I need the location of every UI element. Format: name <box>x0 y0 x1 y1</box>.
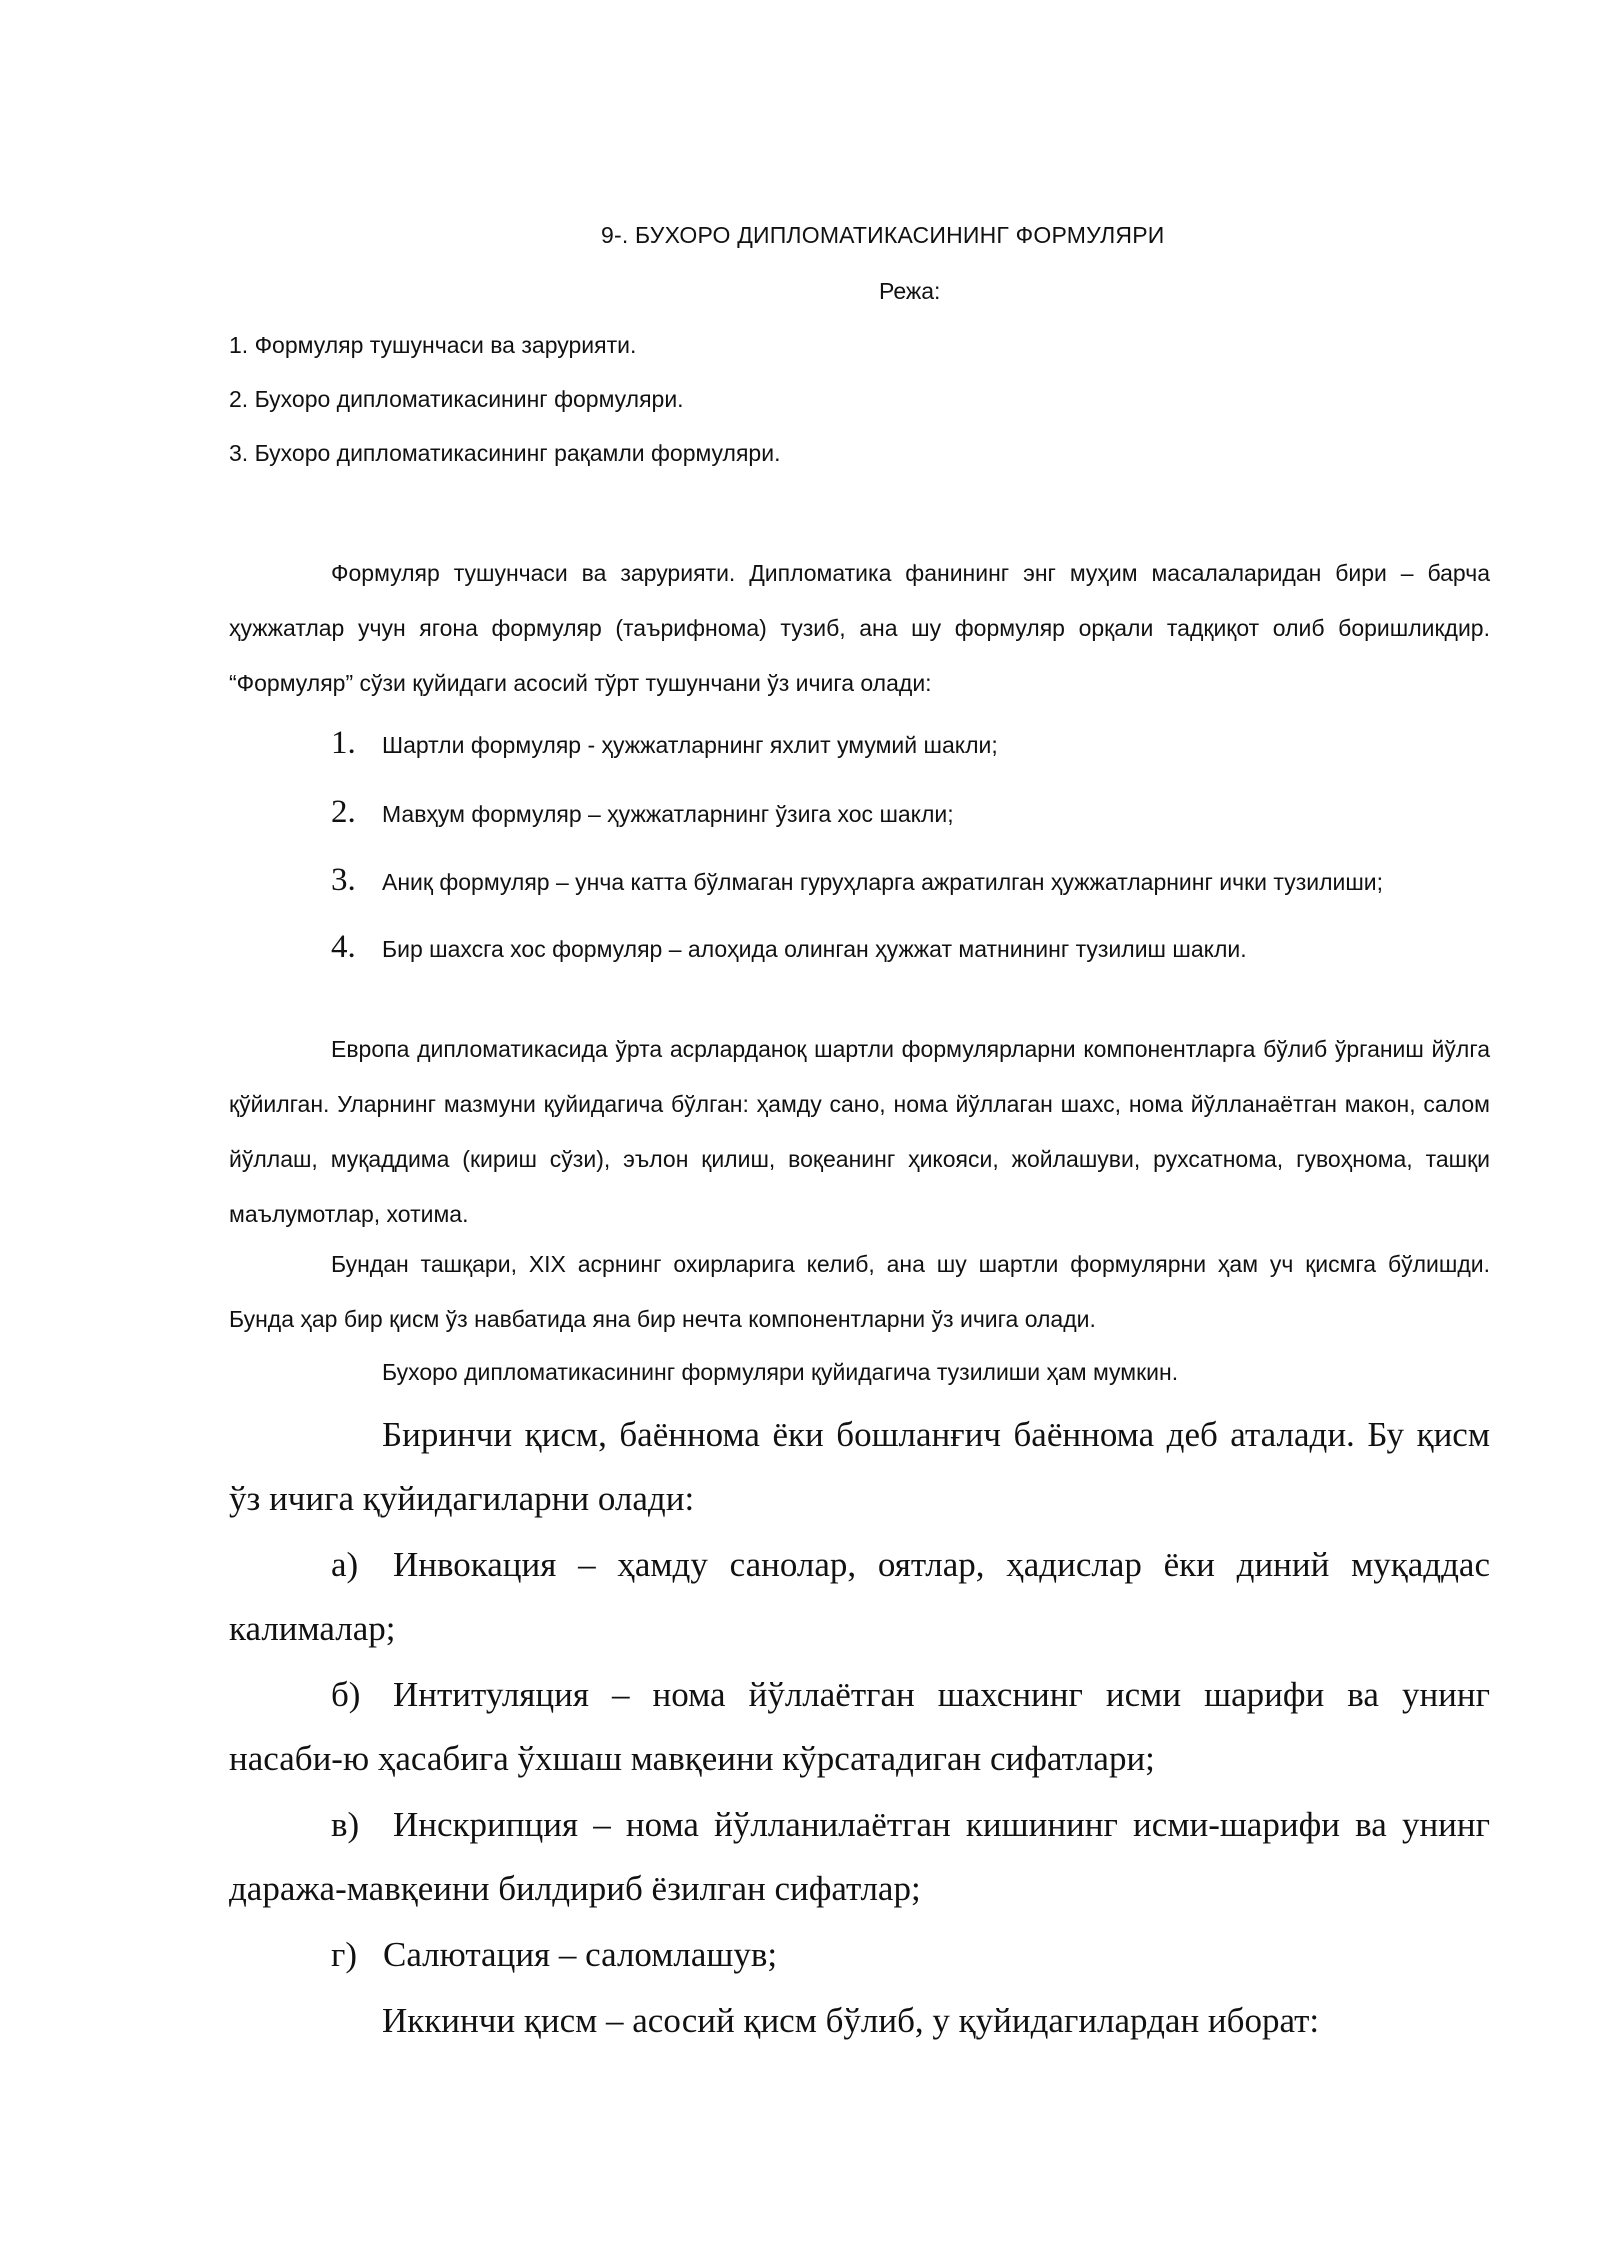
bukhara-section <box>229 1345 1490 1400</box>
concept-text: Мавҳум формуляр – ҳужжатларнинг ўзига хос шакли; <box>382 801 954 827</box>
plan-list <box>229 332 780 494</box>
plan-item: 2. Бухоро дипломатикасининг формуляри. <box>229 386 684 412</box>
item-marker: а) <box>331 1545 359 1584</box>
concept-number: 1. <box>331 725 356 761</box>
concept-text: Шартли формуляр - ҳужжатларнинг яхлит умумий шакли; <box>382 732 998 758</box>
concept-item <box>229 858 1490 904</box>
intro-section <box>229 546 1490 711</box>
item-text: Инвокация – ҳамду санолар, оятлар, ҳадислар ёки диний муқаддас калималар; <box>229 1545 1490 1648</box>
concept-number: 4. <box>331 929 356 965</box>
concept-item <box>229 920 1490 977</box>
item-marker: г) <box>331 1935 358 1974</box>
plan-item: 1. Формуляр тушунчаси ва зарурияти. <box>229 332 637 358</box>
item-marker: б) <box>331 1675 361 1714</box>
plan-label: Режа: <box>879 278 941 304</box>
xix-section <box>229 1237 1490 1347</box>
first-part-item <box>229 1793 1490 1921</box>
item-text: Инскрипция – нома йўлланилаётган кишининг исми-шарифи ва унинг даража-мавқеини билдириб ёзилган сифатлар; <box>229 1805 1490 1908</box>
plan-item: 3. Бухоро дипломатикасининг рақамли формуляри. <box>229 440 781 466</box>
document-title: 9-. БУХОРО ДИПЛОМАТИКАСИНИНГ ФОРМУЛЯРИ <box>601 222 1165 248</box>
first-part-item <box>229 1663 1490 1791</box>
item-text: Интитуляция – нома йўллаётган шахснинг исми шарифи ва унинг насаби-ю ҳасабига ўхшаш мавқеини кўрсатадиган сифатлари; <box>229 1675 1490 1778</box>
first-part-item <box>229 1533 1490 1661</box>
concept-number: 3. <box>331 862 356 898</box>
concept-list <box>229 716 1490 977</box>
intro-paragraph: Формуляр тушунчаси ва зарурияти. Дипломатика фанининг энг муҳим масалаларидан бири – барча ҳужжатлар учун ягона формуляр (таърифнома) тузиб, ана шу формуляр орқали тадқиқот олиб боришликдир. “Формуляр” сўзи қуйидаги асосий тўрт тушунчани ўз ичига олади: <box>229 560 1490 696</box>
first-part-paragraph: Биринчи қисм, баённома ёки бошланғич баённома деб аталади. Бу қисм ўз ичига қуйидагиларни олади: <box>229 1415 1490 1518</box>
europe-section <box>229 1022 1490 1242</box>
first-part-item <box>229 1923 1490 1987</box>
europe-paragraph: Европа дипломатикасида ўрта асрларданоқ шартли формулярларни компонентларга бўлиб ўрганиш йўлга қўйилган. Уларнинг мазмуни қуйидагича бўлган: ҳамду сано, нома йўллаган шахс, нома йўлланаётган макон, салом йўллаш, муқаддима (кириш сўзи), эълон қилиш, воқеанинг ҳикояси, жойлашуви, рухсатнома, гувоҳнома, ташқи маълумотлар, хотима. <box>229 1036 1490 1227</box>
concept-item <box>229 785 1490 842</box>
concept-number: 2. <box>331 794 356 830</box>
concept-item <box>229 716 1490 773</box>
first-part-section <box>229 1403 1490 2053</box>
xix-paragraph: Бундан ташқари, XIX асрнинг охирларига келиб, ана шу шартли формулярни ҳам уч қисмга бўлишди. Бунда ҳар бир қисм ўз навбатида яна бир нечта компонентларни ўз ичига олади. <box>229 1251 1490 1332</box>
item-text: Салютация – саломлашув; <box>383 1935 778 1974</box>
concept-text: Аниқ формуляр – унча катта бўлмаган гуруҳларга ажратилган ҳужжатларнинг ички тузилиши; <box>382 869 1384 895</box>
item-marker: в) <box>331 1805 360 1844</box>
second-part-paragraph: Иккинчи қисм – асосий қисм бўлиб, у қуйидагилардан иборат: <box>382 2001 1320 2040</box>
concept-text: Бир шахсга хос формуляр – алоҳида олинган ҳужжат матнининг тузилиш шакли. <box>382 936 1247 962</box>
bukhara-line: Бухоро дипломатикасининг формуляри қуйидагича тузилиши ҳам мумкин. <box>382 1359 1179 1385</box>
